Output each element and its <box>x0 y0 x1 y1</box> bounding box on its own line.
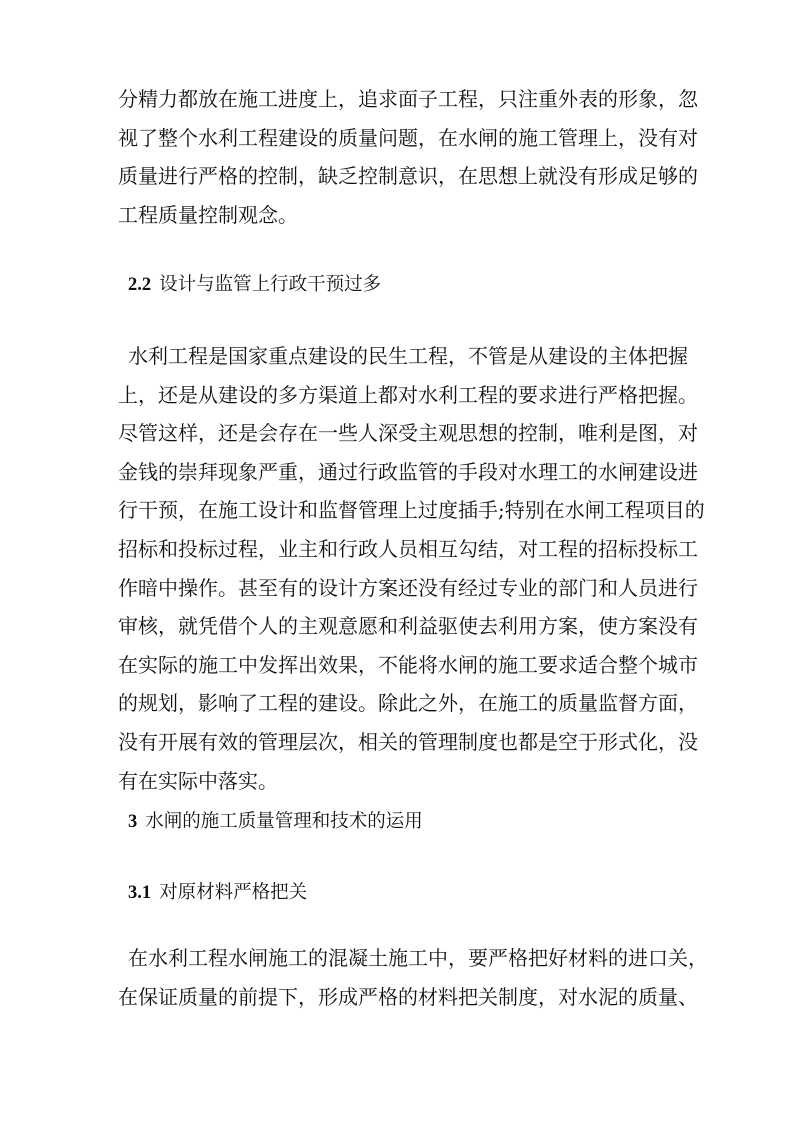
text-line: 水利工程是国家重点建设的民生工程，不管是从建设的主体把握 <box>128 344 688 368</box>
text-line: 的规划，影响了工程的建设。除此之外，在施工的质量监督方面， <box>118 691 698 716</box>
text-line: 尽管这样，还是会存在一些人深受主观思想的控制，唯利是图，对 <box>118 421 698 446</box>
section-number: 2.2 <box>128 275 152 295</box>
text-line: 质量进行严格的控制，缺乏控制意识，在思想上就没有形成足够的 <box>118 164 698 189</box>
text-line: 在水利工程水闸施工的混凝土施工中，要严格把好材料的进口关， <box>128 946 708 970</box>
text-line: 视了整个水利工程建设的质量问题，在水闸的施工管理上，没有对 <box>118 125 698 150</box>
text-line: 工程质量控制观念。 <box>118 202 298 227</box>
section-heading-3-1 <box>118 879 307 907</box>
section-title: 水闸的施工质量管理和技术的运用 <box>145 811 423 832</box>
text-line: 招标和投标过程，业主和行政人员相互勾结，对工程的招标投标工 <box>118 536 698 561</box>
text-line: 上，还是从建设的多方渠道上都对水利工程的要求进行严格把握。 <box>118 382 698 407</box>
text-line: 在实际的施工中发挥出效果，不能将水闸的施工要求适合整个城市 <box>118 652 698 677</box>
text-line: 作暗中操作。甚至有的设计方案还没有经过专业的部门和人员进行 <box>118 575 698 600</box>
section-number: 3 <box>128 812 138 832</box>
text-line: 行干预，在施工设计和监督管理上过度插手;特别在水闸工程项目的 <box>118 498 705 523</box>
paragraph-quality-awareness <box>118 80 698 234</box>
paragraph-raw-materials <box>118 939 708 1016</box>
section-heading-3 <box>118 808 423 836</box>
text-line: 没有开展有效的管理层次，相关的管理制度也都是空于形式化，没 <box>118 729 698 754</box>
text-line: 在保证质量的前提下，形成严格的材料把关制度，对水泥的质量、 <box>118 984 698 1009</box>
section-title: 对原材料严格把关 <box>159 882 308 903</box>
paragraph-administrative-interference <box>118 337 705 800</box>
text-line: 有在实际中落实。 <box>118 768 278 793</box>
section-heading-2-2 <box>118 271 381 299</box>
text-line: 审核，就凭借个人的主观意愿和利益驱使去利用方案，使方案没有 <box>118 614 698 639</box>
text-line: 分精力都放在施工进度上，追求面子工程，只注重外表的形象，忽 <box>118 87 698 111</box>
text-line: 金钱的崇拜现象严重，通过行政监管的手段对水理工的水闸建设进 <box>118 459 698 484</box>
section-number: 3.1 <box>128 883 152 903</box>
section-title: 设计与监管上行政干预过多 <box>159 274 382 295</box>
